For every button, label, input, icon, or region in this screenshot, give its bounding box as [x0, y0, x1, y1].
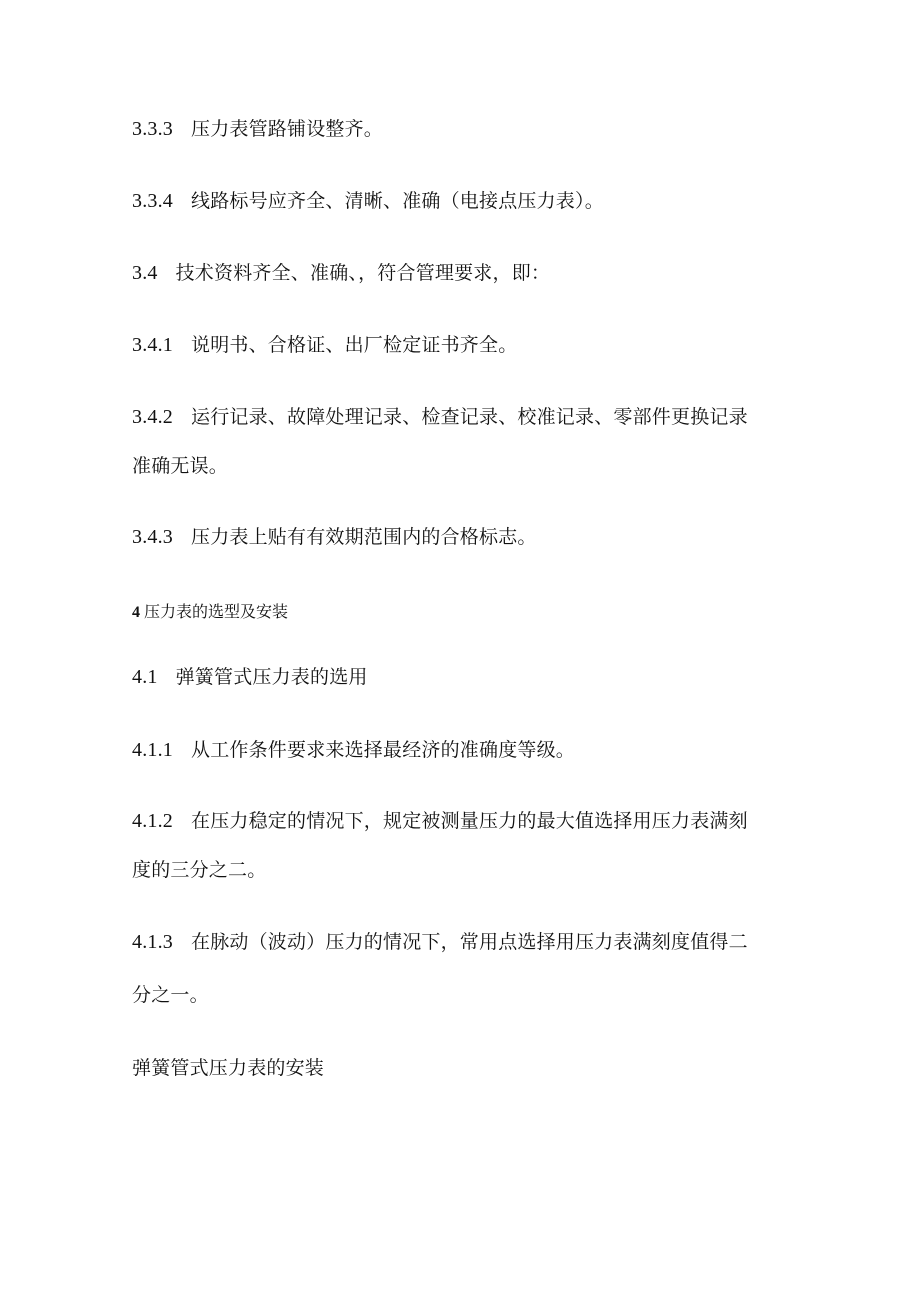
clause-number: 4.1.2 — [132, 810, 173, 832]
clause-3-4-3 — [132, 524, 792, 550]
clause-text: 运行记录、故障处理记录、检查记录、校准记录、零部件更换记录 — [191, 406, 748, 428]
clause-number: 4.1.1 — [132, 739, 173, 761]
clause-3-4-2-continuation — [132, 453, 792, 479]
clause-number: 3.4.2 — [132, 406, 173, 428]
clause-3-4 — [132, 260, 792, 286]
subsection-title: 弹簧管式压力表的安装 — [132, 1057, 325, 1079]
clause-text: 压力表上贴有有效期范围内的合格标志。 — [191, 526, 537, 548]
section-title: 压力表的选型及安装 — [144, 602, 289, 621]
clause-text-continuation: 分之一。 — [132, 984, 209, 1006]
clause-text: 从工作条件要求来选择最经济的准确度等级。 — [191, 739, 576, 761]
clause-4-1-2-continuation — [132, 857, 792, 883]
clause-4-1-2 — [132, 808, 792, 834]
clause-4-1-1 — [132, 737, 792, 763]
clause-3-3-4 — [132, 188, 792, 214]
clause-text: 弹簧管式压力表的选用 — [175, 666, 368, 688]
clause-number: 3.4 — [132, 262, 158, 284]
clause-number: 3.3.4 — [132, 190, 173, 212]
clause-number: 3.3.3 — [132, 118, 173, 140]
clause-4-1-3 — [132, 929, 792, 955]
clause-4-1-3-continuation — [132, 982, 792, 1008]
clause-text: 压力表管路铺设整齐。 — [191, 118, 384, 140]
clause-3-4-2 — [132, 404, 792, 430]
clause-text: 说明书、合格证、出厂检定证书齐全。 — [191, 334, 518, 356]
section-heading — [132, 601, 288, 624]
clause-3-4-1 — [132, 332, 792, 358]
section-number: 4 — [132, 604, 140, 621]
clause-4-1 — [132, 664, 792, 690]
clause-text: 在压力稳定的情况下，规定被测量压力的最大值选择用压力表满刻 — [191, 810, 748, 832]
clause-text: 在脉动（波动）压力的情况下，常用点选择用压力表满刻度值得二 — [191, 931, 748, 953]
clause-3-3-3 — [132, 116, 792, 142]
clause-text-continuation: 准确无误。 — [132, 455, 229, 477]
clause-text: 线路标号应齐全、清晰、准确（电接点压力表）。 — [191, 190, 604, 212]
clause-number: 3.4.1 — [132, 334, 173, 356]
clause-text-continuation: 度的三分之二。 — [132, 859, 267, 881]
clause-number: 4.1.3 — [132, 931, 173, 953]
clause-number: 3.4.3 — [132, 526, 173, 548]
clause-number: 4.1 — [132, 666, 158, 688]
clause-text: 技术资料齐全、准确、，符合管理要求，即： — [175, 262, 551, 284]
subsection-heading — [132, 1055, 792, 1081]
